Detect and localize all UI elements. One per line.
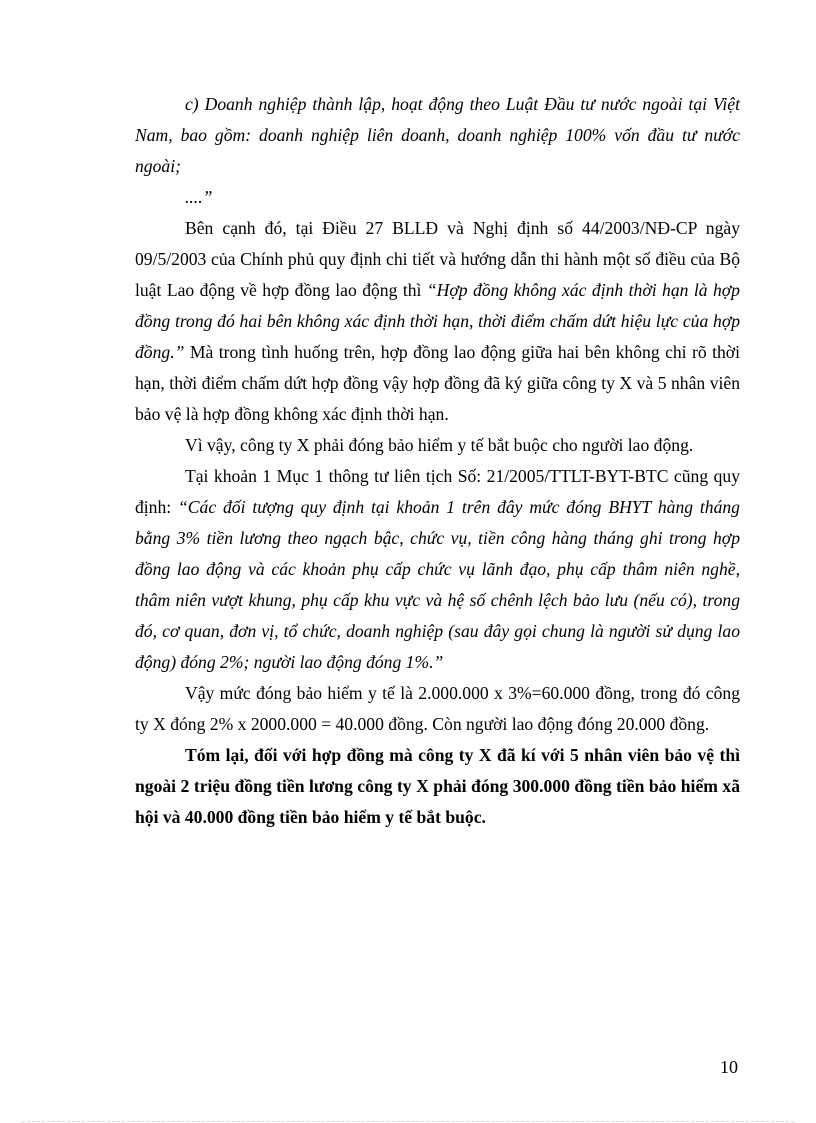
paragraph-conclusion — [135, 740, 740, 833]
paragraph-text: Tại khoản 1 Mục 1 thông tư liên tịch Số: 21/2005/TTLT-BYT-BTC cũng quy định: — [135, 466, 740, 517]
paragraph-text: Bên cạnh đó, tại Điều 27 BLLĐ và Nghị định số 44/2003/NĐ-CP ngày 09/5/2003 của Chính phủ quy định chi tiết và hướng dẫn thi hành một số điều của Bộ luật Lao động về hợp đồng lao động thì — [135, 218, 740, 300]
page-bottom-divider — [22, 1121, 794, 1122]
paragraph-text: Vì vậy, công ty X phải đóng bảo hiểm y tế bắt buộc cho người lao động. — [185, 435, 694, 455]
paragraph-foreign-investment-enterprises — [135, 89, 740, 182]
quoted-regulation: “Hợp đồng không xác định thời hạn là hợp đồng trong đó hai bên không xác định thời hạn, thời điểm chấm dứt hiệu lực của hợp đồng.” — [135, 280, 740, 362]
paragraph-text: c) Doanh nghiệp thành lập, hoạt động theo Luật Đầu tư nước ngoài tại Việt Nam, bao gồm: doanh nghiệp liên doanh, doanh nghiệp 100% vốn đầu tư nước ngoài; — [135, 94, 740, 176]
paragraph-text: ....” — [185, 187, 213, 207]
document-body — [135, 89, 740, 833]
paragraph-contribution-calculation — [135, 678, 740, 740]
paragraph-text: Vậy mức đóng bảo hiểm y tế là 2.000.000 x 3%=60.000 đồng, trong đó công ty X đóng 2% x 2000.000 = 40.000 đồng. Còn người lao động đóng 20.000 đồng. — [135, 683, 740, 734]
paragraph-circular-provision — [135, 461, 740, 678]
paragraph-ellipsis — [135, 182, 740, 213]
quoted-regulation: “Các đối tượng quy định tại khoản 1 trên đây mức đóng BHYT hàng tháng bằng 3% tiền lương theo ngạch bậc, chức vụ, tiền công hàng tháng ghi trong hợp đồng lao động và các khoản phụ cấp chức vụ lãnh đạo, phụ cấp thâm niên nghề, thâm niên vượt khung, phụ cấp khu vực và hệ số chênh lệch bảo lưu (nếu có), trong đó, cơ quan, đơn vị, tổ chức, doanh nghiệp (sau đây gọi chung là người sử dụng lao động) đóng 2%; người lao động đóng 1%.” — [135, 497, 740, 672]
paragraph-indefinite-term-contract — [135, 213, 740, 430]
paragraph-text: Tóm lại, đối với hợp đồng mà công ty X đã kí với 5 nhân viên bảo vệ thì ngoài 2 triệu đồng tiền lương công ty X phải đóng 300.000 đồng tiền bảo hiểm xã hội và 40.000 đồng tiền bảo hiểm y tế bắt buộc. — [135, 745, 740, 827]
paragraph-text: Mà trong tình huống trên, hợp đồng lao động giữa hai bên không chỉ rõ thời hạn, thời điểm chấm dứt hợp đồng vậy hợp đồng đã ký giữa công ty X và 5 nhân viên bảo vệ là hợp đồng không xác định thời hạn. — [135, 342, 740, 424]
page-number: 10 — [720, 1057, 738, 1077]
paragraph-insurance-obligation — [135, 430, 740, 461]
